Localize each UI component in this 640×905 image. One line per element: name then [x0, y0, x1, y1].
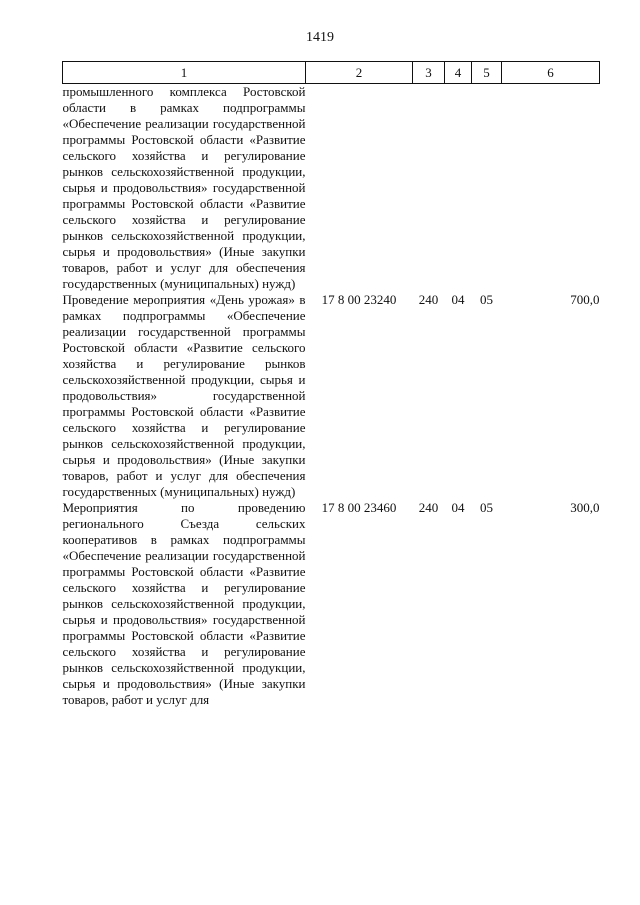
- row-expense-type: 240: [418, 500, 439, 515]
- row-target-code: 17 8 00 23460: [321, 500, 397, 515]
- row-expense-type: 240: [418, 292, 439, 307]
- column-header-3: 3: [413, 62, 445, 84]
- column-header-1: 1: [63, 62, 306, 84]
- column-header-4: 4: [445, 62, 472, 84]
- row-section: 04: [451, 500, 465, 515]
- row-name: Мероприятия по проведению регионального Съезда сельских кооперативов в рамках подпрограммы «Обеспечение реализации государственной программы Ростовской области «Развитие сельского хозяйства и регулирование рынков сельскохозяйственной продукции, сырья и продовольствия» государственной программы Ростовской области «Развитие сельского хозяйства и регулирование рынков сельскохозяйственной продукции, сырья и продовольствия» (Иные закупки товаров, работ и услуг для: [62, 500, 306, 707]
- row-subsection: 05: [480, 292, 493, 307]
- row-amount: [502, 84, 600, 293]
- row-name: промышленного комплекса Ростовской области в рамках подпрограммы «Обеспечение реализации государственной программы Ростовской области «Развитие сельского хозяйства и регулирование рынков сельскохозяйственной продукции, сырья и продовольствия» государственной программы Ростовской области «Развитие сельского хозяйства и регулирование рынков сельскохозяйственной продукции, сырья и продовольствия» (Иные закупки товаров, работ и услуг для обеспечения государственных (муниципальных) нужд): [62, 84, 306, 291]
- row-section: 04: [451, 292, 465, 307]
- row-amount: 300,0: [570, 500, 600, 515]
- row-subsection: 05: [480, 500, 493, 515]
- row-section: [445, 84, 472, 293]
- header-row: [63, 62, 600, 84]
- column-header-2: 2: [306, 62, 413, 84]
- table-row: [63, 292, 600, 500]
- table-row: [63, 500, 600, 708]
- page-number: 1419: [306, 30, 334, 45]
- table-body: [63, 84, 600, 709]
- row-name: Проведение мероприятия «День урожая» в рамках подпрограммы «Обеспечение реализации государственной программы Ростовской области «Развитие сельского хозяйства и регулирование рынков сельскохозяйственной продукции, сырья и продовольствия» государственной программы Ростовской области «Развитие сельского хозяйства и регулирование рынков сельскохозяйственной продукции, сырья и продовольствия» (Иные закупки товаров, работ и услуг для обеспечения государственных (муниципальных) нужд): [62, 292, 306, 499]
- row-expense-type: [413, 84, 445, 293]
- row-target-code: [306, 84, 413, 293]
- row-target-code: 17 8 00 23240: [321, 292, 397, 307]
- row-subsection: [472, 84, 502, 293]
- table-header: [63, 62, 600, 84]
- table-row: [63, 84, 600, 293]
- budget-table: [62, 61, 600, 708]
- column-header-5: 5: [472, 62, 502, 84]
- row-amount: 700,0: [570, 292, 600, 307]
- column-header-6: 6: [502, 62, 600, 84]
